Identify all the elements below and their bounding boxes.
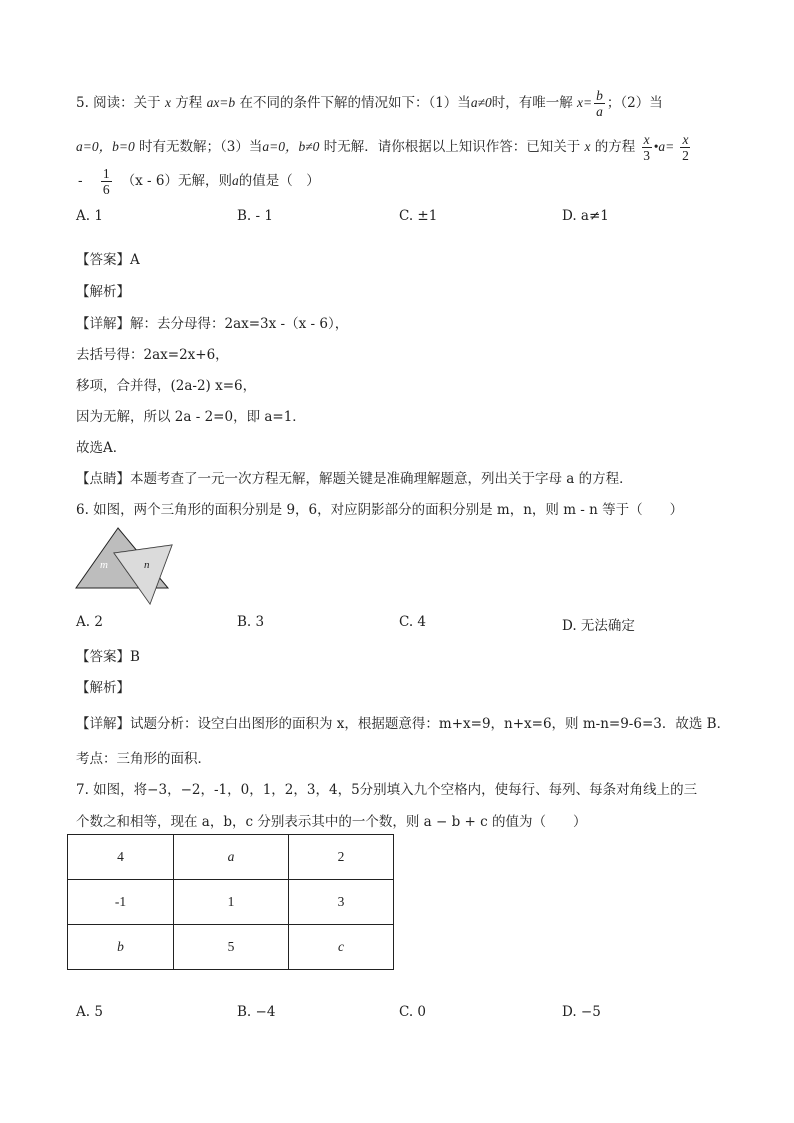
q5-answer: 【答案】A — [76, 252, 140, 268]
q7-option-b: B. −4 — [237, 1004, 276, 1020]
grid-cell: 5 — [174, 925, 289, 970]
fraction-1-over-6: $\frac{1}{6}$ — [102, 166, 110, 197]
q5-detail-line: 因为无解，所以 2a - 2=0，即 a=1． — [76, 409, 306, 425]
table-row — [68, 925, 394, 970]
q7-stem-line1: 7. 如图，将−3，−2，-1，0，1，2，3，4，5分别填入九个空格内，使每行、每列、每条对角线上的三 — [76, 782, 698, 798]
q5-detail-line: 去括号得：2ax=2x+6， — [76, 347, 229, 363]
table-row — [68, 880, 394, 925]
grid-cell: b — [68, 925, 174, 970]
q6-option-a: A. 2 — [76, 614, 103, 630]
q6-option-b: B. 3 — [237, 614, 265, 630]
q6-option-d: D. 无法确定 — [562, 618, 635, 634]
q6-detail: 【详解】试题分析：设空白出图形的面积为 x，根据题意得：m+x=9，n+x=6，则 m-n=9-6=3．故选 B． — [76, 716, 731, 732]
label-m: m — [100, 559, 108, 571]
q7-option-d: D. −5 — [562, 1004, 601, 1020]
label-n: n — [144, 559, 150, 571]
magic-square-table — [67, 834, 394, 970]
q5-option-b: B. - 1 — [237, 208, 273, 224]
q5-option-d: D. a≠1 — [562, 208, 609, 224]
grid-cell: 2 — [289, 835, 394, 880]
grid-cell: c — [289, 925, 394, 970]
q5-detail-line: 故选A． — [76, 440, 127, 456]
q5-stem-line2: a=0，b=0 时有无数解；（3）当a=0，b≠0 时无解．请你根据以上知识作答：已知关于 x 的方程 $\frac{x}{3}$ •a= $\frac{x}{2}$ — [76, 132, 689, 163]
fraction-x-over-2: $\frac{x}{2}$ — [682, 132, 689, 163]
q7-stem-line2: 个数之和相等，现在 a，b，c 分别表示其中的一个数，则 a − b + c 的值为（ ） — [76, 814, 587, 830]
q6-analysis-label: 【解析】 — [76, 680, 130, 696]
grid-cell: a — [174, 835, 289, 880]
grid-cell: 4 — [68, 835, 174, 880]
table-row — [68, 835, 394, 880]
fraction-x-over-3: $\frac{x}{3}$ — [643, 132, 650, 163]
q5-stem-line1: 5. 阅读：关于 x 方程 ax=b 在不同的条件下解的情况如下：（1）当a≠0时，有唯一解 x= $\frac{b}{a}$ ；（2）当 — [76, 88, 663, 119]
q7-option-c: C. 0 — [399, 1004, 427, 1020]
q5-option-a: A. 1 — [76, 208, 103, 224]
q5-analysis-label: 【解析】 — [76, 284, 130, 300]
grid-cell: 1 — [174, 880, 289, 925]
q5-stem-line3: - $\frac{1}{6}$ （x - 6）无解，则a的值是（ ） — [78, 166, 320, 197]
q5-detail-line: 移项，合并得，(2a-2) x=6， — [76, 378, 257, 394]
q6-option-c: C. 4 — [399, 614, 427, 630]
fraction-b-over-a: $\frac{b}{a}$ — [596, 88, 603, 119]
q5-detail-line: 【详解】解：去分母得：2ax=3x -（x - 6）， — [76, 316, 349, 332]
grid-cell: -1 — [68, 880, 174, 925]
q6-stem: 6. 如图，两个三角形的面积分别是 9，6，对应阴影部分的面积分别是 m，n，则 m - n 等于（ ） — [76, 502, 684, 518]
grid-cell: 3 — [289, 880, 394, 925]
triangles-figure — [74, 526, 194, 608]
q5-comment: 【点睛】本题考查了一元一次方程无解，解题关键是准确理解题意，列出关于字母 a 的方程． — [76, 471, 633, 487]
q7-option-a: A. 5 — [76, 1004, 103, 1020]
q6-point: 考点：三角形的面积． — [76, 751, 211, 767]
q6-answer: 【答案】B — [76, 649, 140, 665]
q5-option-c: C. ±1 — [399, 208, 438, 224]
